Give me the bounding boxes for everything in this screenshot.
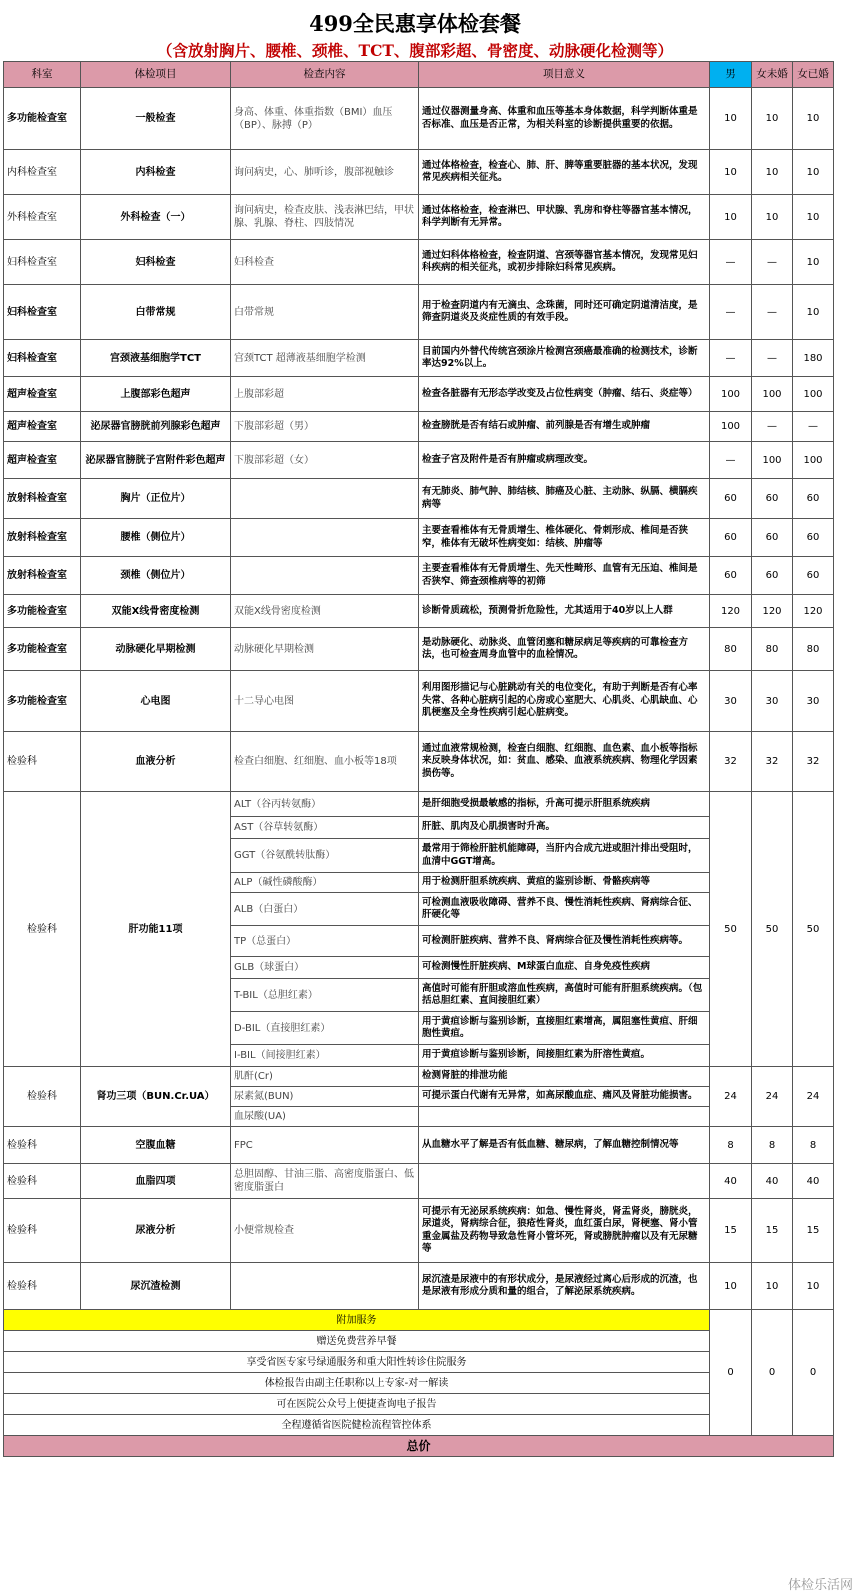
extra-service-row [4, 1415, 834, 1436]
row-price-female-unmarried: 100 [752, 442, 793, 479]
row-dept: 多功能检查室 [4, 671, 81, 732]
row-price-male: 10 [710, 195, 752, 240]
row-meaning: 从血糖水平了解是否有低血糖、糖尿病，了解血糖控制情况等 [419, 1127, 710, 1164]
kidney-sub-row [4, 1067, 834, 1087]
table-row [4, 1164, 834, 1199]
extra-service-row [4, 1352, 834, 1373]
row-content: 询问病史，心、肺听诊，腹部视触诊 [231, 150, 419, 195]
row-price-female-unmarried: 10 [752, 88, 793, 150]
row-meaning: 目前国内外替代传统宫颈涂片检测宫颈癌最准确的检测技术，诊断率达92%以上。 [419, 340, 710, 377]
table-row [4, 732, 834, 792]
liver-content: D-BIL（直接胆红素） [231, 1012, 419, 1045]
row-meaning: 通过体格检查，检查淋巴、甲状腺、乳房和脊柱等器官基本情况，科学判断有无异常。 [419, 195, 710, 240]
header-content: 检查内容 [231, 62, 419, 88]
row-price-female-married: 15 [793, 1199, 834, 1263]
kidney-content: 肌酐(Cr) [231, 1067, 419, 1087]
row-meaning: 用于检查阴道内有无滴虫、念珠菌，同时还可确定阴道清洁度，是筛查阴道炎及炎症性质的有效手段。 [419, 285, 710, 340]
table-row [4, 412, 834, 442]
row-meaning: 诊断骨质疏松，预测骨折危险性，尤其适用于40岁以上人群 [419, 595, 710, 628]
row-price-female-married: 10 [793, 195, 834, 240]
row-price-female-married: 32 [793, 732, 834, 792]
row-price-female-unmarried: 100 [752, 377, 793, 412]
row-meaning: 检查各脏器有无形态学改变及占位性病变（肿瘤、结石、炎症等） [419, 377, 710, 412]
extra-service-item: 全程遵循省医院健检流程管控体系 [4, 1415, 710, 1436]
row-dept: 妇科检查室 [4, 285, 81, 340]
liver-content: ALB（白蛋白） [231, 893, 419, 926]
table-row [4, 1263, 834, 1310]
table-row [4, 1127, 834, 1164]
liver-content: TP（总蛋白） [231, 926, 419, 957]
row-content: 动脉硬化早期检测 [231, 628, 419, 671]
table-row [4, 442, 834, 479]
kidney-meaning: 可提示蛋白代谢有无异常，如高尿酸血症、痛风及肾脏功能损害。 [419, 1087, 710, 1107]
row-item: 血脂四项 [81, 1164, 231, 1199]
extra-service-row [4, 1373, 834, 1394]
header-female-married: 女已婚 [793, 62, 834, 88]
row-price-male: — [710, 340, 752, 377]
row-price-male: 10 [710, 1263, 752, 1310]
row-meaning: 有无肺炎、肺气肿、肺结核、肺癌及心脏、主动脉、纵膈、横膈疾病等 [419, 479, 710, 519]
row-item: 宫颈液基细胞学TCT [81, 340, 231, 377]
table-row [4, 628, 834, 671]
row-price-female-married: 100 [793, 442, 834, 479]
row-item: 白带常规 [81, 285, 231, 340]
liver-meaning: 可检测血液吸收障碍、营养不良、慢性消耗性疾病、肾病综合征、肝硬化等 [419, 893, 710, 926]
table-row [4, 1199, 834, 1263]
liver-content: AST（谷草转氨酶） [231, 817, 419, 839]
row-price-male: 32 [710, 732, 752, 792]
liver-sub-row [4, 792, 834, 817]
row-content: 十二导心电图 [231, 671, 419, 732]
row-price-female-unmarried: 15 [752, 1199, 793, 1263]
row-price-female-married: 80 [793, 628, 834, 671]
row-price-female-unmarried: 30 [752, 671, 793, 732]
page-title: 499全民惠享体检套餐 [309, 11, 521, 36]
row-price-female-unmarried: 32 [752, 732, 793, 792]
row-item: 泌尿器官膀胱子宫附件彩色超声 [81, 442, 231, 479]
row-price-female-unmarried: 40 [752, 1164, 793, 1199]
table-row [4, 595, 834, 628]
row-price-male: 100 [710, 412, 752, 442]
header-dept: 科室 [4, 62, 81, 88]
kidney-meaning [419, 1107, 710, 1127]
liver-content: GLB（球蛋白） [231, 957, 419, 979]
row-meaning: 主要查看椎体有无骨质增生、先天性畸形、血管有无压迫、椎间是否狭窄、筛查颈椎病等的初筛 [419, 557, 710, 595]
table-row [4, 479, 834, 519]
row-price-female-married: 60 [793, 557, 834, 595]
row-item: 动脉硬化早期检测 [81, 628, 231, 671]
row-item: 妇科检查 [81, 240, 231, 285]
table-row [4, 195, 834, 240]
row-price-female-married: 10 [793, 150, 834, 195]
row-item: 外科检查（一） [81, 195, 231, 240]
row-price-female-unmarried: 10 [752, 150, 793, 195]
row-content [231, 479, 419, 519]
row-content [231, 519, 419, 557]
row-content [231, 557, 419, 595]
row-item: 尿液分析 [81, 1199, 231, 1263]
extra-header-row [4, 1310, 834, 1331]
page-subtitle: （含放射胸片、腰椎、颈椎、TCT、腹部彩超、骨密度、动脉硬化检测等） [157, 41, 673, 60]
liver-content: GGT（谷氨酰转肽酶） [231, 839, 419, 873]
row-price-male: — [710, 442, 752, 479]
table-row [4, 557, 834, 595]
row-dept: 妇科检查室 [4, 340, 81, 377]
table-row [4, 88, 834, 150]
row-content: 宫颈TCT 超薄液基细胞学检测 [231, 340, 419, 377]
row-meaning: 通过妇科体格检查，检查阴道、宫颈等器官基本情况，发现常见妇科疾病的相关征兆，或初步排除妇科常见疾病。 [419, 240, 710, 285]
liver-price-female-married: 50 [793, 792, 834, 1067]
row-content: 小便常规检查 [231, 1199, 419, 1263]
extra-service-item: 体检报告由副主任职称以上专家-对一解读 [4, 1373, 710, 1394]
row-dept: 检验科 [4, 1199, 81, 1263]
row-price-female-married: 180 [793, 340, 834, 377]
liver-content: ALP（碱性磷酸酶） [231, 873, 419, 893]
row-price-female-unmarried: — [752, 412, 793, 442]
row-item: 双能X线骨密度检测 [81, 595, 231, 628]
kidney-price-female-married: 24 [793, 1067, 834, 1127]
row-price-female-unmarried: — [752, 340, 793, 377]
row-meaning: 通过血液常规检测，检查白细胞、红细胞、血色素、血小板等指标来反映身体状况，如：贫血、感染、血液系统疾病、物理化学因素损伤等。 [419, 732, 710, 792]
row-item: 尿沉渣检测 [81, 1263, 231, 1310]
liver-content: ALT（谷丙转氨酶） [231, 792, 419, 817]
row-content: 白带常规 [231, 285, 419, 340]
row-meaning [419, 1164, 710, 1199]
extra-price-female-unmarried: 0 [752, 1310, 793, 1436]
row-dept: 外科检查室 [4, 195, 81, 240]
header-female-unmarried: 女未婚 [752, 62, 793, 88]
liver-meaning: 高值时可能有肝胆或溶血性疾病，高值时可能有肝胆系统疾病。（包括总胆红素、直间接胆红素） [419, 979, 710, 1012]
row-item: 内科检查 [81, 150, 231, 195]
row-item: 心电图 [81, 671, 231, 732]
row-item: 一般检查 [81, 88, 231, 150]
row-dept: 放射科检查室 [4, 557, 81, 595]
table-row [4, 150, 834, 195]
row-item: 泌尿器官膀胱前列腺彩色超声 [81, 412, 231, 442]
kidney-price-male: 24 [710, 1067, 752, 1127]
row-price-male: 15 [710, 1199, 752, 1263]
row-meaning: 主要查看椎体有无骨质增生、椎体硬化、骨刺形成、椎间是否狭窄，椎体有无破坏性病变如：结核、肿瘤等 [419, 519, 710, 557]
row-item: 血液分析 [81, 732, 231, 792]
row-price-male: 10 [710, 88, 752, 150]
row-content: 下腹部彩超（女） [231, 442, 419, 479]
row-price-female-unmarried: 10 [752, 1263, 793, 1310]
extra-services-header: 附加服务 [4, 1310, 710, 1331]
table-row [4, 285, 834, 340]
row-price-female-married: 8 [793, 1127, 834, 1164]
row-dept: 多功能检查室 [4, 88, 81, 150]
row-content: 检查白细胞、红细胞、血小板等18项 [231, 732, 419, 792]
extra-service-row [4, 1331, 834, 1352]
watermark: 体检乐活网 [787, 1578, 853, 1593]
row-price-female-married: 40 [793, 1164, 834, 1199]
row-content: 妇科检查 [231, 240, 419, 285]
row-content [231, 1263, 419, 1310]
row-price-female-unmarried: — [752, 240, 793, 285]
row-price-female-unmarried: 60 [752, 519, 793, 557]
row-content: 下腹部彩超（男） [231, 412, 419, 442]
kidney-dept: 检验科 [4, 1067, 81, 1127]
row-content: 询问病史，检查皮肤、浅表淋巴结，甲状腺、乳腺、脊柱、四肢情况 [231, 195, 419, 240]
header-item: 体检项目 [81, 62, 231, 88]
row-price-male: 8 [710, 1127, 752, 1164]
table-row [4, 240, 834, 285]
liver-price-male: 50 [710, 792, 752, 1067]
row-price-male: — [710, 240, 752, 285]
row-price-female-married: 60 [793, 519, 834, 557]
row-item: 上腹部彩色超声 [81, 377, 231, 412]
extra-price-female-married: 0 [793, 1310, 834, 1436]
row-dept: 放射科检查室 [4, 479, 81, 519]
row-price-male: 10 [710, 150, 752, 195]
header-row [4, 62, 834, 88]
liver-meaning: 用于检测肝胆系统疾病、黄疸的鉴别诊断、骨骼疾病等 [419, 873, 710, 893]
row-dept: 妇科检查室 [4, 240, 81, 285]
row-price-female-unmarried: 60 [752, 557, 793, 595]
row-price-female-unmarried: — [752, 285, 793, 340]
liver-meaning: 是肝细胞受损最敏感的指标，升高可提示肝胆系统疾病 [419, 792, 710, 817]
row-meaning: 尿沉渣是尿液中的有形状成分，是尿液经过离心后形成的沉渣，也是尿液有形成分质和量的组合，了解泌尿系统疾病。 [419, 1263, 710, 1310]
row-dept: 检验科 [4, 1127, 81, 1164]
header-male: 男 [710, 62, 752, 88]
row-price-female-unmarried: 120 [752, 595, 793, 628]
kidney-content: 血尿酸(UA) [231, 1107, 419, 1127]
table-row [4, 377, 834, 412]
row-content: FPC [231, 1127, 419, 1164]
row-price-male: 60 [710, 479, 752, 519]
row-price-male: 120 [710, 595, 752, 628]
row-price-female-married: 10 [793, 1263, 834, 1310]
row-content: 双能X线骨密度检测 [231, 595, 419, 628]
row-content: 总胆固醇、甘油三脂、高密度脂蛋白、低密度脂蛋白 [231, 1164, 419, 1199]
row-price-female-married: 120 [793, 595, 834, 628]
row-dept: 多功能检查室 [4, 595, 81, 628]
liver-meaning: 可检测慢性肝脏疾病、M球蛋白血症、自身免疫性疾病 [419, 957, 710, 979]
kidney-meaning: 检测肾脏的排泄功能 [419, 1067, 710, 1087]
table-row [4, 340, 834, 377]
liver-meaning: 肝脏、肌肉及心肌损害时升高。 [419, 817, 710, 839]
row-item: 空腹血糖 [81, 1127, 231, 1164]
liver-meaning: 可检测肝脏疾病、营养不良、肾病综合征及慢性消耗性疾病等。 [419, 926, 710, 957]
row-price-male: 60 [710, 557, 752, 595]
row-meaning: 是动脉硬化、动脉炎、血管闭塞和糖尿病足等疾病的可靠检查方法，也可检查周身血管中的血栓情况。 [419, 628, 710, 671]
row-meaning: 可提示有无泌尿系统疾病：如急、慢性肾炎，肾盂肾炎，膀胱炎，尿道炎，肾病综合征，狼疮性肾炎，血红蛋白尿，肾梗塞、肾小管重金属盐及药物导致急性肾小管坏死，肾或膀胱肿瘤以及有无尿糖等 [419, 1199, 710, 1263]
row-item: 胸片（正位片） [81, 479, 231, 519]
total-label: 总价 [4, 1436, 834, 1457]
row-dept: 检验科 [4, 732, 81, 792]
liver-content: T-BIL（总胆红素） [231, 979, 419, 1012]
row-price-female-unmarried: 10 [752, 195, 793, 240]
liver-item: 肝功能11项 [81, 792, 231, 1067]
row-item: 腰椎（侧位片） [81, 519, 231, 557]
row-price-male: — [710, 285, 752, 340]
row-price-female-unmarried: 8 [752, 1127, 793, 1164]
package-table [3, 61, 834, 1457]
row-content: 身高、体重、体重指数（BMI）血压（BP）、脉搏（P） [231, 88, 419, 150]
extra-service-item: 可在医院公众号上便捷查询电子报告 [4, 1394, 710, 1415]
kidney-item: 肾功三项（BUN.Cr.UA） [81, 1067, 231, 1127]
kidney-content: 尿素氮(BUN) [231, 1087, 419, 1107]
row-meaning: 通过体格检查，检查心、肺、肝、脾等重要脏器的基本状况，发现常见疾病相关征兆。 [419, 150, 710, 195]
row-content: 上腹部彩超 [231, 377, 419, 412]
table-row [4, 519, 834, 557]
row-dept: 内科检查室 [4, 150, 81, 195]
row-meaning: 检查子宫及附件是否有肿瘤或病理改变。 [419, 442, 710, 479]
table-row [4, 671, 834, 732]
row-dept: 放射科检查室 [4, 519, 81, 557]
row-item: 颈椎（侧位片） [81, 557, 231, 595]
extra-price-male: 0 [710, 1310, 752, 1436]
liver-content: I-BIL（间接胆红素） [231, 1045, 419, 1067]
row-price-male: 40 [710, 1164, 752, 1199]
row-price-male: 60 [710, 519, 752, 557]
row-price-female-married: 10 [793, 240, 834, 285]
row-dept: 多功能检查室 [4, 628, 81, 671]
row-dept: 超声检查室 [4, 412, 81, 442]
liver-price-female-unmarried: 50 [752, 792, 793, 1067]
row-price-male: 30 [710, 671, 752, 732]
extra-service-item: 赠送免费营养早餐 [4, 1331, 710, 1352]
extra-service-row [4, 1394, 834, 1415]
row-price-female-married: 10 [793, 285, 834, 340]
liver-dept: 检验科 [4, 792, 81, 1067]
row-meaning: 利用图形描记与心脏跳动有关的电位变化，有助于判断是否有心率失常、各种心脏病引起的心房或心室肥大、心肌炎、心肌缺血、心肌梗塞及全身性疾病引起心脏病变。 [419, 671, 710, 732]
row-price-female-unmarried: 60 [752, 479, 793, 519]
row-dept: 检验科 [4, 1263, 81, 1310]
row-price-female-married: 100 [793, 377, 834, 412]
row-meaning: 检查膀胱是否有结石或肿瘤、前列腺是否有增生或肿瘤 [419, 412, 710, 442]
row-dept: 超声检查室 [4, 377, 81, 412]
liver-meaning: 用于黄疸诊断与鉴别诊断，直接胆红素增高，属阻塞性黄疸、肝细胞性黄疸。 [419, 1012, 710, 1045]
row-price-female-married: 10 [793, 88, 834, 150]
row-dept: 超声检查室 [4, 442, 81, 479]
header-meaning: 项目意义 [419, 62, 710, 88]
row-price-male: 100 [710, 377, 752, 412]
row-price-female-married: — [793, 412, 834, 442]
row-price-female-married: 60 [793, 479, 834, 519]
extra-service-item: 享受省医专家号绿通服务和重大阳性转诊住院服务 [4, 1352, 710, 1373]
total-row [4, 1436, 834, 1457]
liver-meaning: 用于黄疸诊断与鉴别诊断，间接胆红素为肝溶性黄疸。 [419, 1045, 710, 1067]
liver-meaning: 最常用于筛检肝脏机能障碍，当肝内合成亢进或胆汁排出受阻时，血清中GGT增高。 [419, 839, 710, 873]
row-meaning: 通过仪器测量身高、体重和血压等基本身体数据，科学判断体重是否标准、血压是否正常，为相关科室的诊断提供重要的依据。 [419, 88, 710, 150]
row-price-female-unmarried: 80 [752, 628, 793, 671]
kidney-price-female-unmarried: 24 [752, 1067, 793, 1127]
row-price-female-married: 30 [793, 671, 834, 732]
row-price-male: 80 [710, 628, 752, 671]
row-dept: 检验科 [4, 1164, 81, 1199]
